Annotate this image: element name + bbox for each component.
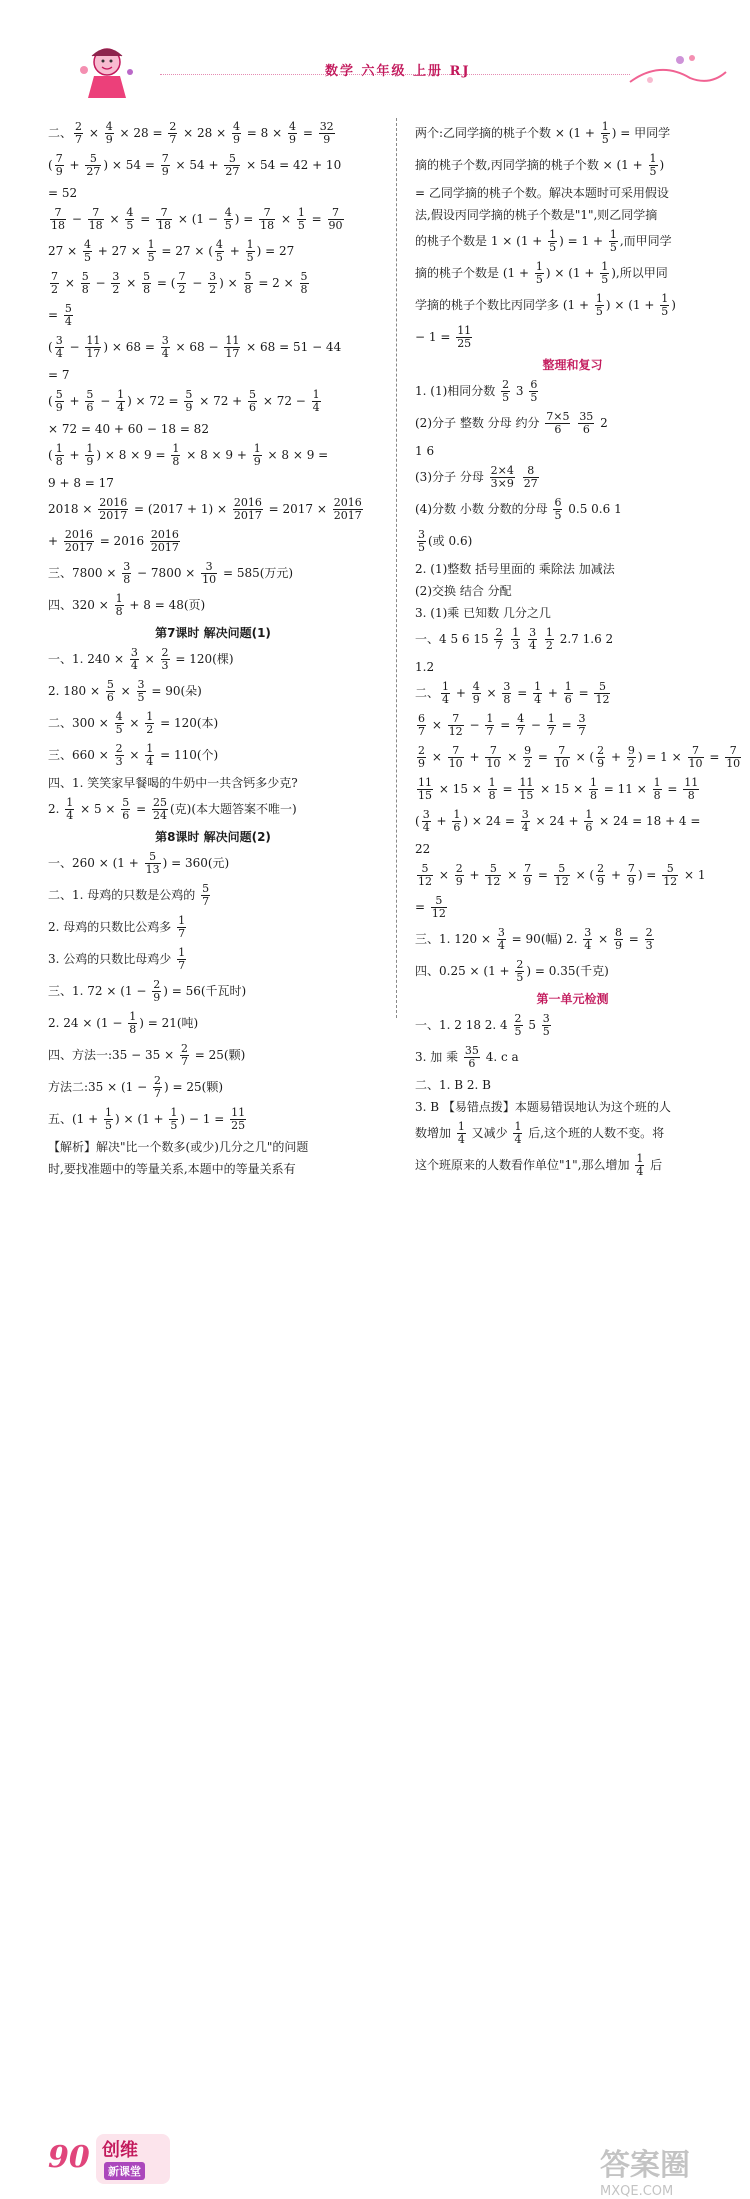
answer-line: 1. (1)相同分数 $\frac{2}{5}$ 3 $\frac{6}{5}$ — [415, 378, 538, 404]
fraction: $\frac{3}{4}$ — [55, 334, 63, 360]
fraction: $\frac{1}{6}$ — [453, 808, 461, 834]
fraction: $\frac{7}{10}$ — [486, 744, 501, 770]
fraction: $\frac{5}{12}$ — [663, 862, 678, 888]
fraction: $\frac{5}{8}$ — [300, 270, 308, 296]
fraction: $\frac{1}{6}$ — [585, 808, 593, 834]
cartoon-girl-icon — [72, 42, 142, 102]
answer-line: 两个:乙同学摘的桃子个数 × (1 + $\frac{1}{5}$ ) = 甲同学 — [415, 120, 671, 146]
fraction: $\frac{2}{5}$ — [502, 378, 510, 404]
fraction: $\frac{5}{6}$ — [249, 388, 257, 414]
fraction: $\frac{11}{25}$ — [457, 324, 472, 350]
answer-line: 27 × $\frac{4}{5}$ + 27 × $\frac{1}{5}$ = 27 × ( $\frac{4}{5}$ + $\frac{1}{5}$ ) = 27 — [48, 238, 295, 264]
fraction: $\frac{1}{4}$ — [534, 680, 542, 706]
answer-line: ( $\frac{7}{9}$ + $\frac{5}{27}$ ) × 54 = $\frac{7}{9}$ × 54 + $\frac{5}{27}$ × 54 = 42 + 10 — [48, 152, 342, 178]
fraction: $\frac{2}{5}$ — [516, 958, 524, 984]
fraction: $\frac{1}{8}$ — [589, 776, 597, 802]
fraction: $\frac{4}{5}$ — [83, 238, 91, 264]
answer-line: 2. $\frac{1}{4}$ × 5 × $\frac{5}{6}$ = $\frac{25}{24}$ (克)(本大题答案不唯一) — [48, 796, 297, 822]
fraction: $\frac{3}{4}$ — [584, 926, 592, 952]
answer-line: 摘的桃子个数,丙同学摘的桃子个数 × (1 + $\frac{1}{5}$ ) — [415, 152, 665, 178]
fraction: $\frac{1}{6}$ — [564, 680, 572, 706]
answer-line: 【解析】解决"比一个数多(或少)几分之几"的问题 — [48, 1140, 309, 1154]
answer-line: (3)分子 分母 $\frac{2\times 4}{3\times 9}$ $\frac{8}{27}$ — [415, 464, 538, 490]
answer-line: 3. (1)乘 已知数 几分之几 — [415, 606, 551, 620]
fraction: $\frac{1}{5}$ — [170, 1106, 178, 1132]
answer-line: 一、260 × (1 + $\frac{5}{13}$ ) = 360(元) — [48, 850, 230, 876]
fraction: $\frac{3}{2}$ — [209, 270, 217, 296]
fraction: $\frac{8}{27}$ — [523, 464, 538, 490]
fraction: $\frac{7}{10}$ — [726, 744, 741, 770]
answer-line: (4)分数 小数 分数的分母 $\frac{6}{5}$ 0.5 0.6 1 — [415, 496, 622, 522]
fraction: $\frac{7}{10}$ — [688, 744, 703, 770]
fraction: $\frac{11}{25}$ — [231, 1106, 246, 1132]
fraction: $\frac{2}{3}$ — [115, 742, 123, 768]
fraction: $\frac{25}{24}$ — [152, 796, 167, 822]
right-column — [415, 118, 741, 1182]
answer-line: 法,假设丙同学摘的桃子个数是"1",则乙同学摘 — [415, 208, 658, 222]
fraction: $\frac{5}{8}$ — [143, 270, 151, 296]
answer-line: = 52 — [48, 186, 78, 200]
fraction: $\frac{1}{5}$ — [147, 238, 155, 264]
fraction: $\frac{11}{8}$ — [684, 776, 699, 802]
fraction: $\frac{5}{4}$ — [64, 302, 72, 328]
page-title: 数学 六年级 上册 RJ — [325, 64, 471, 79]
fraction: $\frac{6}{5}$ — [554, 496, 562, 522]
fraction: $\frac{5}{12}$ — [595, 680, 610, 706]
fraction: $\frac{7}{12}$ — [448, 712, 463, 738]
fraction: $\frac{3}{5}$ — [542, 1012, 550, 1038]
fraction: $\frac{3}{2}$ — [112, 270, 120, 296]
fraction: $\frac{4}{5}$ — [115, 710, 123, 736]
answer-line: 1 6 — [415, 444, 435, 458]
answer-line: 二、1. B 2. B — [415, 1078, 491, 1092]
fraction: $\frac{1}{4}$ — [442, 680, 450, 706]
fraction: $\frac{5}{27}$ — [225, 152, 240, 178]
fraction: $\frac{1}{4}$ — [514, 1120, 522, 1146]
fraction: $\frac{1}{5}$ — [649, 152, 657, 178]
fraction: $\frac{3}{8}$ — [123, 560, 131, 586]
section-heading: 整理和复习 — [542, 358, 603, 372]
answer-line: 二、1. 母鸡的只数是公鸡的 $\frac{5}{7}$ — [48, 882, 210, 908]
brand-logo — [96, 2134, 170, 2184]
answer-line: 三、660 × $\frac{2}{3}$ × $\frac{1}{4}$ = 110(个) — [48, 742, 219, 768]
fraction: $\frac{4}{7}$ — [517, 712, 525, 738]
fraction: $\frac{7}{9}$ — [161, 152, 169, 178]
fraction: $\frac{5}{7}$ — [202, 882, 210, 908]
answer-line: 时,要找准题中的等量关系,本题中的等量关系有 — [48, 1162, 296, 1176]
decoration-icon — [620, 50, 730, 90]
answer-line: 三、1. 120 × $\frac{3}{4}$ = 90(幅) 2. $\frac{3}{4}$ × $\frac{8}{9}$ = $\frac{2}{3}$ — [415, 926, 653, 952]
fraction: $\frac{1}{4}$ — [117, 388, 125, 414]
fraction: $\frac{2}{9}$ — [153, 978, 161, 1004]
fraction: $\frac{1}{5}$ — [601, 120, 609, 146]
fraction: $\frac{3}{5}$ — [137, 678, 145, 704]
fraction: $\frac{1}{8}$ — [653, 776, 661, 802]
fraction: $\frac{4}{9}$ — [472, 680, 480, 706]
answer-line: 学摘的桃子个数比丙同学多 (1 + $\frac{1}{5}$ ) × (1 + $\frac{1}{5}$ ) — [415, 292, 676, 318]
fraction: $\frac{2}{9}$ — [597, 862, 605, 888]
section-heading: 第7课时 解决问题(1) — [155, 626, 271, 640]
answer-line: 一、4 5 6 15 $\frac{2}{7}$ $\frac{1}{3}$ $\frac{3}{4}$ $\frac{1}{2}$ 2.7 1.6 2 — [415, 626, 614, 652]
fraction: $\frac{1}{5}$ — [601, 260, 609, 286]
answer-line: 的桃子个数是 1 × (1 + $\frac{1}{5}$ ) = 1 + $\frac{1}{5}$ ,而甲同学 — [415, 228, 672, 254]
answer-line: ( $\frac{1}{8}$ + $\frac{1}{9}$ ) × 8 × 9 = $\frac{1}{8}$ × 8 × 9 + $\frac{1}{9}$ × 8 × 9 = — [48, 442, 329, 468]
answer-line: − 1 = $\frac{11}{25}$ — [415, 324, 472, 350]
answer-line: (2)分子 整数 分母 约分 $\frac{7\times 5}{6}$ $\frac{35}{6}$ 2 — [415, 410, 608, 436]
fraction: $\frac{1}{9}$ — [86, 442, 94, 468]
fraction: $\frac{1}{4}$ — [312, 388, 320, 414]
fraction: $\frac{7}{18}$ — [260, 206, 275, 232]
fraction: $\frac{1}{8}$ — [55, 442, 63, 468]
fraction: $\frac{11}{17}$ — [86, 334, 101, 360]
fraction: $\frac{2}{9}$ — [418, 744, 425, 770]
fraction: $\frac{5}{12}$ — [486, 862, 501, 888]
answer-line: 这个班原来的人数看作单位"1",那么增加 $\frac{1}{4}$ 后 — [415, 1152, 663, 1178]
fraction: $\frac{7}{18}$ — [157, 206, 172, 232]
answer-line: ( $\frac{3}{4}$ − $\frac{11}{17}$ ) × 68 = $\frac{3}{4}$ × 68 − $\frac{11}{17}$ × 68 = 51 − 44 — [48, 334, 342, 360]
answer-line: × 72 = 40 + 60 − 18 = 82 — [48, 422, 209, 436]
page-number: 90 — [48, 2140, 90, 2175]
fraction: $\frac{1}{5}$ — [609, 228, 617, 254]
answer-line: 四、方法一:35 − 35 × $\frac{2}{7}$ = 25(颗) — [48, 1042, 246, 1068]
fraction: $\frac{1}{3}$ — [512, 626, 520, 652]
answer-line: 3. 加 乘 $\frac{35}{6}$ 4. c a — [415, 1044, 519, 1070]
logo-line-2: 新课堂 — [104, 2162, 145, 2180]
fraction: $\frac{4}{5}$ — [224, 206, 232, 232]
fraction: $\frac{1}{5}$ — [549, 228, 557, 254]
answer-line: 1.2 — [415, 660, 435, 674]
answer-line: 3. 公鸡的只数比母鸡少 $\frac{1}{7}$ — [48, 946, 186, 972]
fraction: $\frac{5}{9}$ — [55, 388, 63, 414]
answer-line: 二、 $\frac{1}{4}$ + $\frac{4}{9}$ × $\frac{3}{8}$ = $\frac{1}{4}$ + $\frac{1}{6}$ = $\frac{5}{12}$ — [415, 680, 610, 706]
fraction: $\frac{1}{4}$ — [457, 1120, 465, 1146]
fraction: $\frac{2}{9}$ — [597, 744, 605, 770]
fraction: $\frac{5}{8}$ — [81, 270, 89, 296]
answer-line: 四、0.25 × (1 + $\frac{2}{5}$ ) = 0.35(千克) — [415, 958, 609, 984]
fraction: $\frac{32}{9}$ — [319, 120, 334, 146]
fraction: $\frac{5}{9}$ — [185, 388, 193, 414]
answer-line: 摘的桃子个数是 (1 + $\frac{1}{5}$ ) × (1 + $\frac{1}{5}$ ),所以甲同 — [415, 260, 668, 286]
fraction: $\frac{1}{4}$ — [146, 742, 154, 768]
fraction: $\frac{3}{4}$ — [130, 646, 138, 672]
watermark-line-1: 答案圈 — [600, 2148, 690, 2183]
fraction: $\frac{1}{7}$ — [547, 712, 555, 738]
fraction: $\frac{35}{6}$ — [579, 410, 594, 436]
fraction: $\frac{2\times 4}{3\times 9}$ — [490, 464, 514, 490]
fraction: $\frac{7}{10}$ — [448, 744, 463, 770]
fraction: $\frac{8}{9}$ — [614, 926, 622, 952]
answer-line: $\frac{2}{9}$ × $\frac{7}{10}$ + $\frac{7}{10}$ × $\frac{9}{2}$ = $\frac{7}{10}$ × ( $\frac{2}{9}$ + $\frac{9}{2}$ ) = 1 × $\frac{7}{10}$ = $\frac{7}{10}$ — [418, 744, 741, 770]
fraction: $\frac{5}{12}$ — [431, 894, 446, 920]
answer-line: ( $\frac{3}{4}$ + $\frac{1}{6}$ ) × 24 = $\frac{3}{4}$ × 24 + $\frac{1}{6}$ × 24 = 18 + 4 = — [415, 808, 701, 834]
fraction: $\frac{2016}{2017}$ — [64, 528, 93, 554]
answer-line: $\frac{3}{5}$ (或 0.6) — [418, 528, 473, 554]
fraction: $\frac{3}{5}$ — [418, 528, 425, 554]
fraction: $\frac{1}{5}$ — [595, 292, 603, 318]
answer-line: 二、300 × $\frac{4}{5}$ × $\frac{1}{2}$ = 120(本) — [48, 710, 219, 736]
answer-line: 三、7800 × $\frac{3}{8}$ − 7800 × $\frac{3}{10}$ = 585(万元) — [48, 560, 294, 586]
fraction: $\frac{2}{9}$ — [455, 862, 463, 888]
fraction: $\frac{1}{2}$ — [146, 710, 154, 736]
answer-line: 三、1. 72 × (1 − $\frac{2}{9}$ ) = 56(千瓦时) — [48, 978, 247, 1004]
fraction: $\frac{4}{9}$ — [232, 120, 240, 146]
fraction: $\frac{5}{8}$ — [244, 270, 252, 296]
fraction: $\frac{2016}{2017}$ — [233, 496, 262, 522]
fraction: $\frac{9}{2}$ — [524, 744, 532, 770]
fraction: $\frac{1}{5}$ — [246, 238, 254, 264]
fraction: $\frac{6}{5}$ — [530, 378, 538, 404]
answer-line: $\frac{7}{2}$ × $\frac{5}{8}$ − $\frac{3}{2}$ × $\frac{5}{8}$ = ( $\frac{7}{2}$ − $\frac{3}{2}$ ) × $\frac{5}{8}$ = 2 × $\frac{5}{8}$ — [51, 270, 308, 296]
fraction: $\frac{7}{9}$ — [55, 152, 63, 178]
fraction: $\frac{3}{4}$ — [497, 926, 505, 952]
fraction: $\frac{7}{90}$ — [328, 206, 343, 232]
fraction: $\frac{9}{2}$ — [627, 744, 635, 770]
fraction: $\frac{2016}{2017}$ — [333, 496, 362, 522]
fraction: $\frac{5}{27}$ — [86, 152, 101, 178]
watermark-line-2: MXQE.COM — [600, 2184, 674, 2199]
column-divider — [396, 118, 397, 1018]
answer-line: 2018 × $\frac{2016}{2017}$ = (2017 + 1) × $\frac{2016}{2017}$ = 2017 × $\frac{2016}{2017}$ — [48, 496, 362, 522]
fraction: $\frac{2016}{2017}$ — [99, 496, 128, 522]
fraction: $\frac{1}{4}$ — [66, 796, 74, 822]
fraction: $\frac{5}{6}$ — [122, 796, 130, 822]
answer-line: = 7 — [48, 368, 70, 382]
fraction: $\frac{7}{2}$ — [51, 270, 58, 296]
fraction: $\frac{1}{7}$ — [486, 712, 494, 738]
fraction: $\frac{3}{4}$ — [529, 626, 537, 652]
answer-line: 四、1. 笑笑家早餐喝的牛奶中一共含钙多少克? — [48, 776, 298, 790]
answer-line: 22 — [415, 842, 431, 856]
fraction: $\frac{2}{7}$ — [169, 120, 177, 146]
answer-line: 一、1. 2 18 2. 4 $\frac{2}{5}$ 5 $\frac{3}{5}$ — [415, 1012, 550, 1038]
fraction: $\frac{1}{8}$ — [115, 592, 123, 618]
fraction: $\frac{11}{17}$ — [225, 334, 240, 360]
fraction: $\frac{1}{7}$ — [178, 914, 186, 940]
fraction: $\frac{1}{8}$ — [172, 442, 180, 468]
left-column — [48, 118, 378, 1180]
logo-line-1: 创维 — [102, 2140, 138, 2161]
fraction: $\frac{5}{13}$ — [145, 850, 160, 876]
fraction: $\frac{7\times 5}{6}$ — [546, 410, 570, 436]
fraction: $\frac{5}{6}$ — [106, 678, 114, 704]
answer-line: 2. (1)整数 括号里面的 乘除法 加减法 — [415, 562, 615, 576]
fraction: $\frac{1}{5}$ — [105, 1106, 113, 1132]
answer-line: $\frac{6}{7}$ × $\frac{7}{12}$ − $\frac{1}{7}$ = $\frac{4}{7}$ − $\frac{1}{7}$ = $\frac{3}{7}$ — [418, 712, 586, 738]
fraction: $\frac{2}{7}$ — [180, 1042, 188, 1068]
fraction: $\frac{1}{5}$ — [661, 292, 669, 318]
answer-line: 方法二:35 × (1 − $\frac{2}{7}$ ) = 25(颗) — [48, 1074, 223, 1100]
answer-line: = $\frac{5}{4}$ — [48, 302, 72, 328]
answer-line: 五、(1 + $\frac{1}{5}$ ) × (1 + $\frac{1}{5}$ ) − 1 = $\frac{11}{25}$ — [48, 1106, 246, 1132]
fraction: $\frac{1}{4}$ — [636, 1152, 644, 1178]
fraction: $\frac{7}{18}$ — [88, 206, 103, 232]
page-header — [0, 0, 750, 110]
fraction: $\frac{5}{12}$ — [418, 862, 432, 888]
answer-line: = $\frac{5}{12}$ — [415, 894, 446, 920]
fraction: $\frac{4}{5}$ — [215, 238, 223, 264]
answer-line: 数增加 $\frac{1}{4}$ 又减少 $\frac{1}{4}$ 后,这个班的人数不变。将 — [415, 1120, 665, 1146]
fraction: $\frac{7}{18}$ — [51, 206, 65, 232]
fraction: $\frac{7}{9}$ — [524, 862, 532, 888]
fraction: $\frac{35}{6}$ — [464, 1044, 479, 1070]
fraction: $\frac{11}{15}$ — [418, 776, 432, 802]
fraction: $\frac{3}{4}$ — [161, 334, 169, 360]
answer-line: + $\frac{2016}{2017}$ = 2016 $\frac{2016}{2017}$ — [48, 528, 179, 554]
answer-line: 3. B 【易错点拨】本题易错误地认为这个班的人 — [415, 1100, 671, 1114]
fraction: $\frac{4}{9}$ — [289, 120, 296, 146]
fraction: $\frac{2}{3}$ — [161, 646, 169, 672]
fraction: $\frac{2}{7}$ — [75, 120, 83, 146]
section-heading: 第一单元检测 — [536, 992, 609, 1006]
fraction: $\frac{2016}{2017}$ — [150, 528, 179, 554]
answer-line: $\frac{7}{18}$ − $\frac{7}{18}$ × $\frac{4}{5}$ = $\frac{7}{18}$ × (1 − $\frac{4}{5}$ ) = $\frac{7}{18}$ × $\frac{1}{5}$ = $\frac{7}{90}$ — [51, 206, 343, 232]
fraction: $\frac{3}{4}$ — [521, 808, 529, 834]
fraction: $\frac{7}{2}$ — [178, 270, 186, 296]
fraction: $\frac{5}{12}$ — [554, 862, 569, 888]
fraction: $\frac{1}{7}$ — [178, 946, 186, 972]
answer-line: = 乙同学摘的桃子个数。解决本题时可采用假设 — [415, 186, 669, 200]
answer-line: 二、 $\frac{2}{7}$ × $\frac{4}{9}$ × 28 = $\frac{2}{7}$ × 28 × $\frac{4}{9}$ = 8 × $\frac{4}{9}$ = $\frac{32}{9}$ — [48, 120, 334, 146]
fraction: $\frac{3}{7}$ — [578, 712, 586, 738]
fraction: $\frac{1}{5}$ — [297, 206, 305, 232]
fraction: $\frac{1}{5}$ — [535, 260, 543, 286]
answer-line: 2. 24 × (1 − $\frac{1}{8}$ ) = 21(吨) — [48, 1010, 199, 1036]
answer-line: 9 + 8 = 17 — [48, 476, 114, 490]
section-heading: 第8课时 解决问题(2) — [155, 830, 271, 844]
fraction: $\frac{3}{4}$ — [422, 808, 430, 834]
fraction: $\frac{7}{10}$ — [554, 744, 569, 770]
fraction: $\frac{3}{8}$ — [503, 680, 511, 706]
fraction: $\frac{1}{9}$ — [253, 442, 261, 468]
fraction: $\frac{6}{7}$ — [418, 712, 425, 738]
fraction: $\frac{11}{15}$ — [519, 776, 534, 802]
answer-line: $\frac{11}{15}$ × 15 × $\frac{1}{8}$ = $\frac{11}{15}$ × 15 × $\frac{1}{8}$ = 11 × $\frac{1}{8}$ = $\frac{11}{8}$ — [418, 776, 699, 802]
fraction: $\frac{2}{7}$ — [495, 626, 503, 652]
answer-line: $\frac{5}{12}$ × $\frac{2}{9}$ + $\frac{5}{12}$ × $\frac{7}{9}$ = $\frac{5}{12}$ × ( $\frac{2}{9}$ + $\frac{7}{9}$ ) = $\frac{5}{12}$ × 1 — [418, 862, 706, 888]
answer-line: (2)交换 结合 分配 — [415, 584, 512, 598]
fraction: $\frac{1}{8}$ — [488, 776, 496, 802]
fraction: $\frac{1}{8}$ — [129, 1010, 137, 1036]
fraction: $\frac{2}{7}$ — [154, 1074, 161, 1100]
fraction: $\frac{1}{2}$ — [545, 626, 553, 652]
answer-line: 四、320 × $\frac{1}{8}$ + 8 = 48(页) — [48, 592, 206, 618]
answer-line: ( $\frac{5}{9}$ + $\frac{5}{6}$ − $\frac{1}{4}$ ) × 72 = $\frac{5}{9}$ × 72 + $\frac{5}{6}$ × 72 − $\frac{1}{4}$ — [48, 388, 320, 414]
fraction: $\frac{4}{5}$ — [126, 206, 134, 232]
answer-line: 一、1. 240 × $\frac{3}{4}$ × $\frac{2}{3}$ = 120(棵) — [48, 646, 234, 672]
fraction: $\frac{2}{3}$ — [645, 926, 653, 952]
fraction: $\frac{2}{5}$ — [514, 1012, 522, 1038]
fraction: $\frac{4}{9}$ — [105, 120, 113, 146]
answer-line: 2. 母鸡的只数比公鸡多 $\frac{1}{7}$ — [48, 914, 186, 940]
fraction: $\frac{7}{9}$ — [627, 862, 635, 888]
watermark — [600, 2140, 740, 2199]
answer-line: 2. 180 × $\frac{5}{6}$ × $\frac{3}{5}$ = 90(朵) — [48, 678, 202, 704]
fraction: $\frac{5}{6}$ — [86, 388, 94, 414]
fraction: $\frac{3}{10}$ — [202, 560, 217, 586]
